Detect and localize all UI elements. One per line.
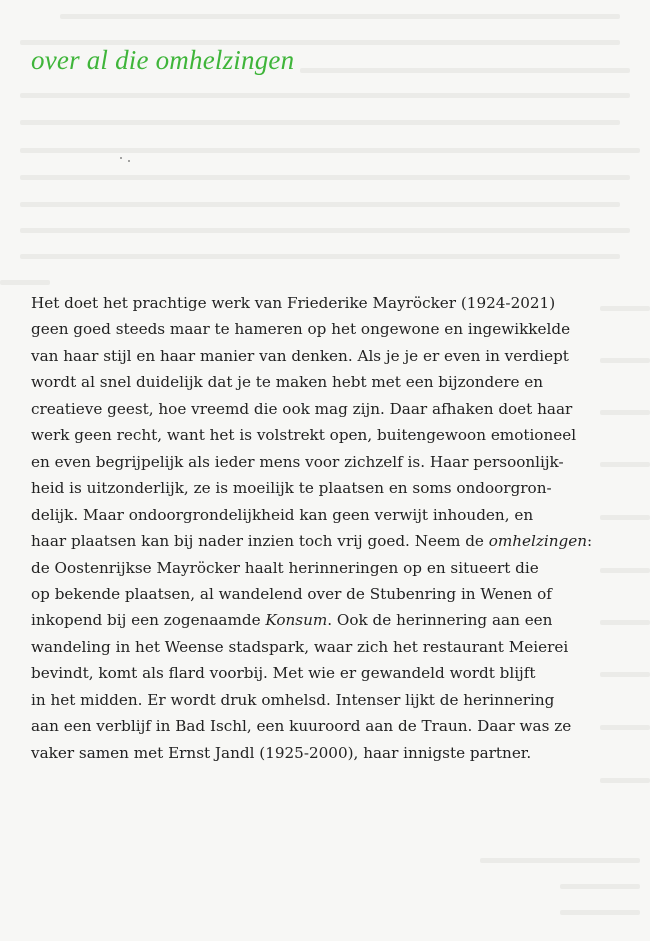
- italic-term-konsum: Konsum: [265, 611, 328, 630]
- paragraph-line: werk geen recht, want het is volstrekt open, buitengewoon emotioneel: [31, 426, 577, 445]
- paragraph-line: [31, 607, 631, 633]
- paragraph-line: creatieve geest, hoe vreemd die ook mag zijn. Daar afhaken doet haar: [31, 399, 573, 418]
- line-text: haar plaatsen kan bij nader inzien toch vrij goed. Neem de: [31, 532, 489, 551]
- paragraph-line: de Oostenrijkse Mayröcker haalt herinneringen op en situeert die: [31, 558, 539, 577]
- line-text: inkopend bij een zogenaamde: [31, 611, 266, 630]
- paragraph-line: van haar stijl en haar manier van denken. Als je je er even in verdiept: [31, 346, 569, 365]
- line-text: :: [587, 532, 593, 551]
- paragraph-line: heid is uitzonderlijk, ze is moeilijk te plaatsen en soms ondoorgron-: [31, 479, 552, 498]
- paragraph-line: op bekende plaatsen, al wandelend over de Stubenring in Wenen of: [31, 584, 552, 603]
- paragraph-line: vaker samen met Ernst Jandl (1925-2000), haar innigste partner.: [31, 743, 532, 762]
- paragraph-line: [31, 528, 631, 554]
- paragraph-line: Het doet het prachtige werk van Friederike Mayröcker (1924-2021): [31, 294, 556, 312]
- line-text: . Ook de herinnering aan een: [327, 611, 553, 630]
- italic-title-omhelzingen: omhelzingen: [488, 532, 588, 551]
- paragraph-line: aan een verblijf in Bad Ischl, een kuuroord aan de Traun. Daar was ze: [31, 717, 572, 736]
- paragraph-line: wordt al snel duidelijk dat je te maken hebt met een bijzondere en: [31, 373, 544, 392]
- paragraph-line: bevindt, komt als flard voorbij. Met wie er gewandeld wordt blijft: [31, 664, 536, 683]
- paragraph-line: delijk. Maar ondoorgrondelijkheid kan geen verwijt inhouden, en: [31, 505, 534, 524]
- paragraph-line: en even begrijpelijk als ieder mens voor zichzelf is. Haar persoonlijk-: [31, 452, 564, 471]
- paragraph-line: in het midden. Er wordt druk omhelsd. Intenser lijkt de herinnering: [31, 690, 555, 709]
- paragraph-line: geen goed steeds maar te hameren op het ongewone en ingewikkelde: [31, 320, 571, 339]
- page-title: over al die omhelzingen: [31, 45, 295, 75]
- body-paragraph: [31, 290, 631, 766]
- paragraph-line: wandeling in het Weense stadspark, waar zich het restaurant Meierei: [31, 637, 569, 656]
